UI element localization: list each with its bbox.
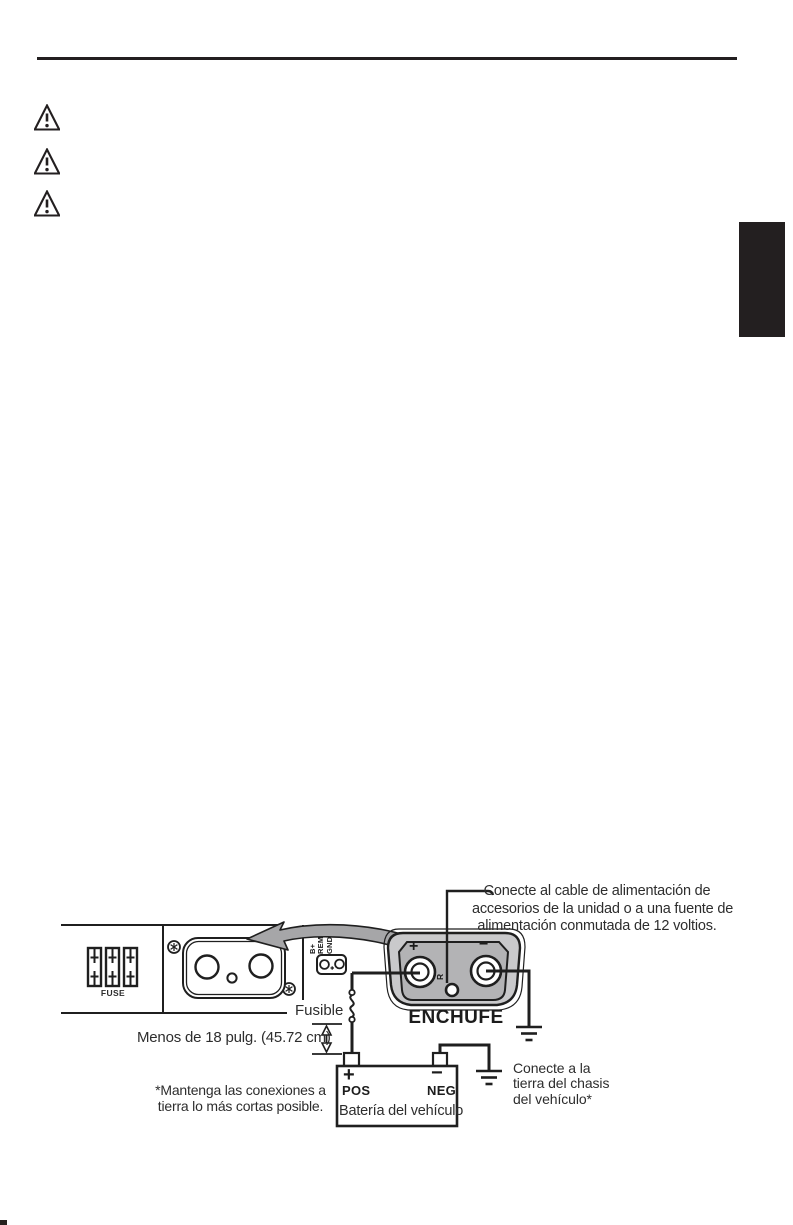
- plug-positive-sign: +: [409, 938, 419, 955]
- plug-remote-label: R: [435, 973, 445, 980]
- chassis-ground-symbol-icon: [476, 1071, 502, 1084]
- fuse-block-label: FUSE: [100, 988, 126, 998]
- battery-name-label: Batería del vehículo: [339, 1103, 464, 1119]
- power-callout-line: Conecte al cable de alimentación de: [483, 883, 711, 899]
- wire-length-note: Menos de 18 pulg. (45.72 cm): [137, 1029, 331, 1046]
- pin-label-b-plus: B+: [308, 943, 317, 954]
- chassis-note-line: tierra del chasis: [513, 1075, 610, 1092]
- ground-symbol-icon: [516, 1027, 542, 1040]
- pin-label-gnd: GND: [325, 936, 334, 954]
- screw-icon: [168, 941, 180, 953]
- battery-neg-label: NEG: [427, 1083, 457, 1098]
- chassis-ground-note: [513, 1061, 609, 1107]
- plug-negative-sign: −: [479, 936, 489, 953]
- power-socket-plate: [183, 938, 285, 998]
- power-callout-line: alimentación conmutada de 12 voltios.: [477, 918, 717, 934]
- speaker-terminal-connector: [317, 955, 346, 974]
- scan-artifact: [0, 1220, 7, 1225]
- power-callout-line: accesorios de la unidad o a una fuente de: [472, 900, 734, 917]
- chassis-note-line: Conecte a la: [513, 1060, 591, 1076]
- remote-terminal-icon: [446, 984, 458, 996]
- fuse-symbol: [349, 973, 354, 1053]
- power-callout-note: [472, 883, 734, 936]
- fuse-block-icon: [88, 948, 137, 986]
- battery-pos-label: POS: [342, 1083, 371, 1098]
- ground-note-line: *Mantenga las conexiones a: [155, 1082, 326, 1098]
- fusible-label: Fusible: [295, 1002, 344, 1019]
- chassis-note-line: del vehículo*: [513, 1090, 592, 1107]
- battery-positive-sign: +: [343, 1064, 355, 1086]
- ground-keep-short-note: [148, 1083, 333, 1114]
- ground-note-line: tierra lo más cortas posible.: [157, 1097, 324, 1114]
- plug-title: ENCHUFE: [408, 1007, 504, 1028]
- pin-label-rem: REM: [316, 936, 325, 954]
- battery-negative-sign: −: [431, 1062, 443, 1084]
